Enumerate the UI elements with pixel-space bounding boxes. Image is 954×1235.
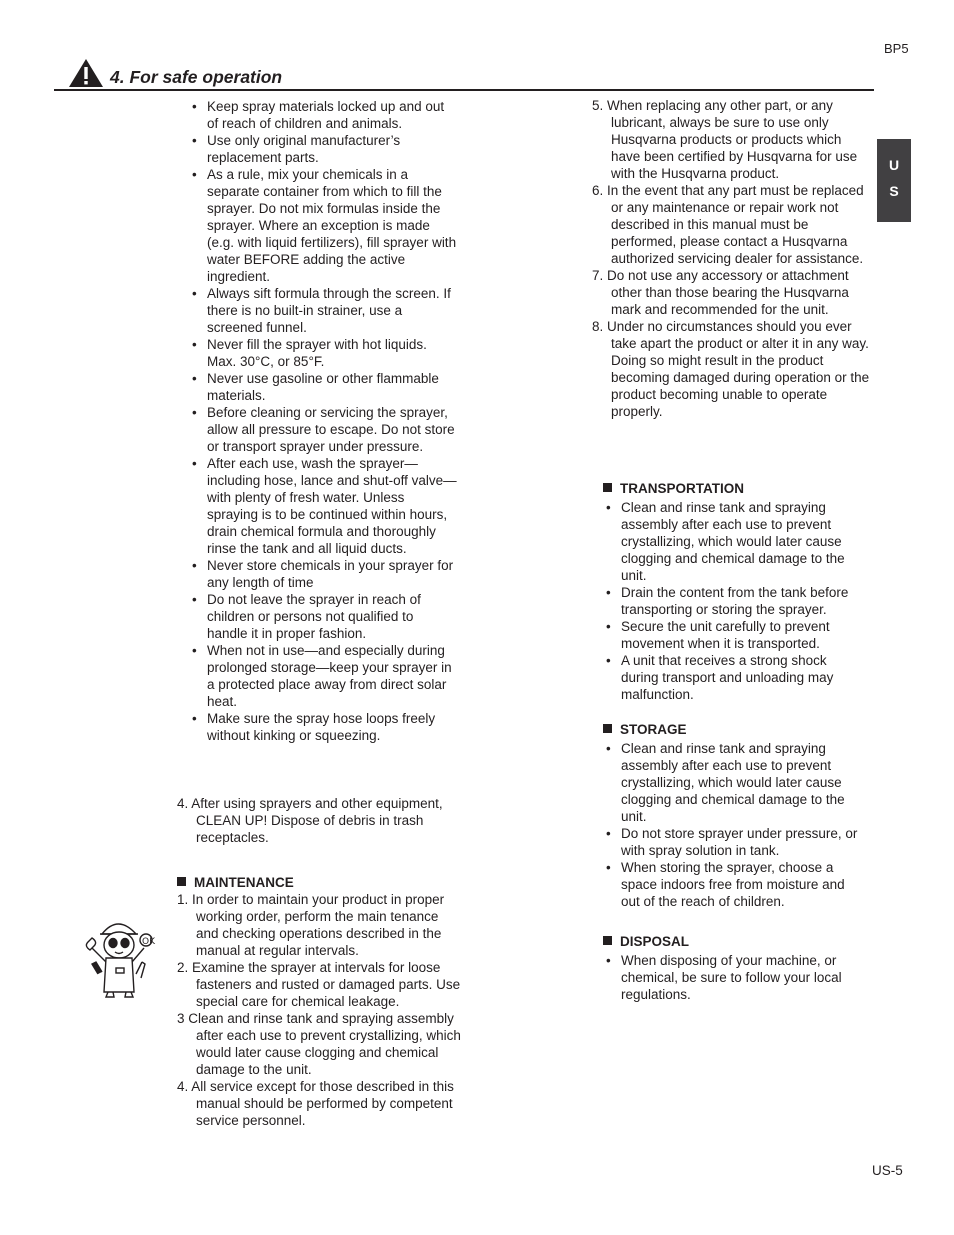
mechanic-mascot-icon (78, 912, 158, 998)
language-tab-letter: S (889, 183, 899, 199)
bullet-item: • As a rule, mix your chemicals in a separate container from which to fill the sprayer. Do not mix formulas inside the sprayer. Where an exception is made (e.g. with liquid fertilizers), fill sprayer with water BEFORE adding the active ingredient. (207, 166, 457, 285)
bullet-item: • Before cleaning or servicing the sprayer, allow all pressure to escape. Do not store or transport sprayer under pressure. (207, 404, 457, 455)
warning-triangle-icon (68, 58, 104, 88)
model-code: BP5 (884, 41, 909, 56)
page-number: US-5 (872, 1163, 903, 1178)
square-bullet-icon (603, 936, 612, 945)
numbered-item: 4. All service except for those described in this manual should be performed by competent service personnel. (177, 1079, 454, 1128)
numbered-item: 4. After using sprayers and other equipment, CLEAN UP! Dispose of debris in trash receptacles. (177, 796, 443, 845)
bullet-item: • Use only original manufacturer’s replacement parts. (207, 132, 457, 166)
bullet-item: • When disposing of your machine, or chemical, be sure to follow your local regulations. (621, 952, 866, 1003)
storage-list (621, 740, 866, 910)
numbered-item: 1. In order to maintain your product in proper working order, perform the main tenance and checking operations described in the manual at regular intervals. (177, 892, 445, 958)
bullet-item: • Do not leave the sprayer in reach of children or persons not qualified to handle it in proper fashion. (207, 591, 457, 642)
cleanup-item (177, 795, 462, 846)
storage-heading: STORAGE (603, 721, 687, 738)
maintenance-heading: MAINTENANCE (177, 874, 294, 891)
disposal-heading: DISPOSAL (603, 933, 689, 950)
numbered-item: 6. In the event that any part must be replaced or any maintenance or repair work not described in this manual must be performed, please contact a Husqvarna authorized servicing dealer for assistance. (592, 183, 864, 266)
bullet-item: • Always sift formula through the screen. If there is no built-in strainer, use a screened funnel. (207, 285, 457, 336)
numbered-item: 2. Examine the sprayer at intervals for loose fasteners and rusted or damaged parts. Use special care for chemical leakage. (177, 960, 461, 1009)
bullet-item: • Secure the unit carefully to prevent movement when it is transported. (621, 618, 866, 652)
square-bullet-icon (603, 483, 612, 492)
bullet-item: • Drain the content from the tank before transporting or storing the sprayer. (621, 584, 866, 618)
header-rule (54, 89, 874, 91)
svg-text:OK: OK (142, 937, 155, 947)
safety-bullet-list (207, 98, 457, 744)
disposal-list (621, 952, 866, 1003)
numbered-item: 3 Clean and rinse tank and spraying assembly after each use to prevent crystallizing, which would later cause clogging and chemical damage to the unit. (177, 1011, 461, 1077)
square-bullet-icon (603, 724, 612, 733)
bullet-item: • Never fill the sprayer with hot liquids. Max. 30°C, or 85°F. (207, 336, 457, 370)
bullet-item: • When not in use—and especially during prolonged storage—keep your sprayer in a protected place away from direct solar heat. (207, 642, 457, 710)
language-tab (877, 139, 911, 222)
bullet-item: • Clean and rinse tank and spraying assembly after each use to prevent crystallizing, which would later cause clogging and chemical damage to the unit. (621, 499, 866, 584)
transportation-heading: TRANSPORTATION (603, 480, 744, 497)
numbered-item: 7. Do not use any accessory or attachment other than those bearing the Husqvarna mark and recommended for the unit. (592, 268, 849, 317)
bullet-item: • Keep spray materials locked up and out of reach of children and animals. (207, 98, 457, 132)
bullet-item: • Never use gasoline or other flammable materials. (207, 370, 457, 404)
bullet-item: • Clean and rinse tank and spraying assembly after each use to prevent crystallizing, which would later cause clogging and chemical damage to the unit. (621, 740, 866, 825)
bullet-item: • Never store chemicals in your sprayer for any length of time (207, 557, 457, 591)
numbered-item: 5. When replacing any other part, or any lubricant, always be sure to use only Husqvarna products or products which have been certified by Husqvarna for use with the Husqvarna product. (592, 98, 858, 181)
numbered-item: 8. Under no circumstances should you ever take apart the product or alter it in any way. Doing so might result in the product becoming damaged during operation or the product becoming unable to operate properly. (592, 319, 870, 419)
transportation-list (621, 499, 866, 703)
bullet-item: • Make sure the spray hose loops freely without kinking or squeezing. (207, 710, 457, 744)
section-header (68, 56, 874, 88)
safety-numbered-list (592, 97, 872, 420)
bullet-item: • A unit that receives a strong shock during transport and unloading may malfunction. (621, 652, 866, 703)
bullet-item: • After each use, wash the sprayer—including hose, lance and shut-off valve—with plenty of fresh water. Unless spraying is to be continued within hours, drain chemical formula and thoroughly rinse the tank and all liquid ducts. (207, 455, 457, 557)
square-bullet-icon (177, 877, 186, 886)
bullet-item: • Do not store sprayer under pressure, or with spray solution in tank. (621, 825, 866, 859)
bullet-item: • When storing the sprayer, choose a space indoors free from moisture and out of the reach of children. (621, 859, 866, 910)
section-title: 4. For safe operation (110, 67, 283, 87)
language-tab-letter: U (888, 157, 900, 173)
maintenance-list (177, 891, 462, 1129)
